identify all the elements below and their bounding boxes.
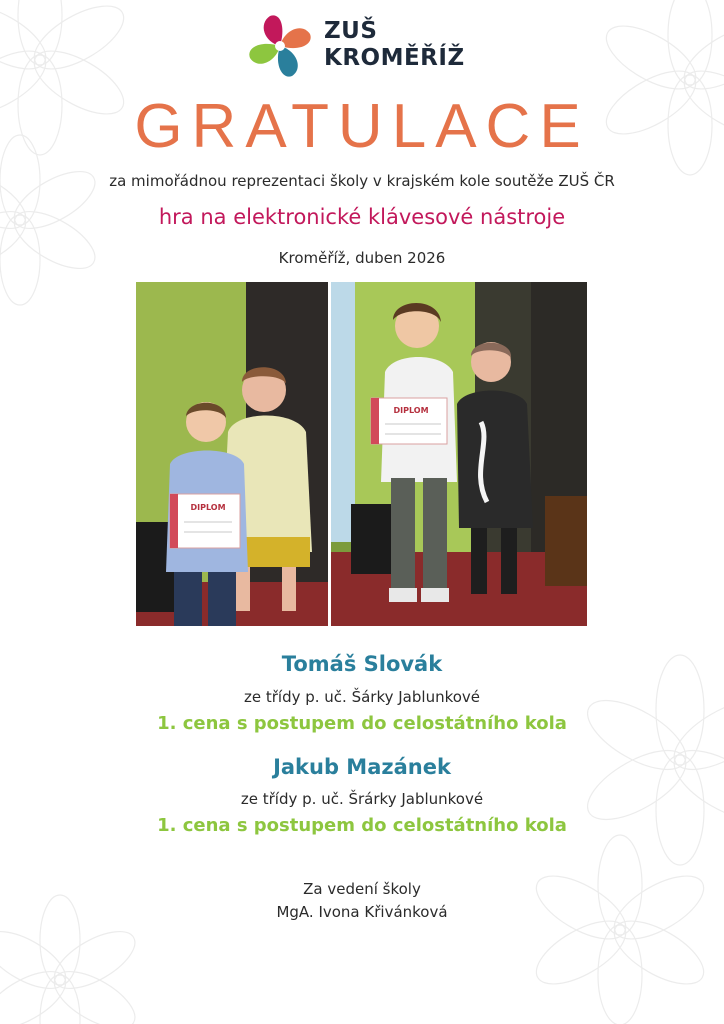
certificate-title: GRATULACE bbox=[134, 92, 590, 161]
photo-winner-2 bbox=[331, 282, 587, 626]
winner-2-name: Jakub Mazánek bbox=[273, 755, 451, 779]
signature-line-2: MgA. Ivona Křivánková bbox=[276, 903, 448, 921]
winner-1-name: Tomáš Slovák bbox=[281, 652, 443, 676]
photo-1-diploma-label: DIPLOM bbox=[190, 503, 226, 512]
certificate-subtitle: za mimořádnou reprezentaci školy v krajském kole soutěže ZUŠ ČR bbox=[109, 172, 615, 190]
signature-line-1: Za vedení školy bbox=[303, 880, 421, 898]
winner-1-award: 1. cena s postupem do celostátního kola bbox=[157, 713, 567, 734]
logo-line-1: ZUŠ bbox=[324, 18, 378, 44]
flower-logo-icon bbox=[244, 12, 316, 80]
logo-line-2: KROMĚŘÍŽ bbox=[324, 45, 465, 71]
winner-2-award: 1. cena s postupem do celostátního kola bbox=[157, 815, 567, 836]
photo-winner-1 bbox=[136, 282, 328, 626]
place-and-date: Kroměříž, duben 2026 bbox=[278, 249, 446, 267]
school-logo bbox=[244, 12, 484, 82]
winner-2-class: ze třídy p. uč. Šrárky Jablunkové bbox=[240, 790, 484, 808]
photo-2-diploma-label: DIPLOM bbox=[393, 406, 429, 415]
school-logo-wordmark bbox=[324, 18, 465, 72]
winner-1-class: ze třídy p. uč. Šárky Jablunkové bbox=[243, 688, 481, 706]
competition-discipline: hra na elektronické klávesové nástroje bbox=[158, 205, 566, 229]
